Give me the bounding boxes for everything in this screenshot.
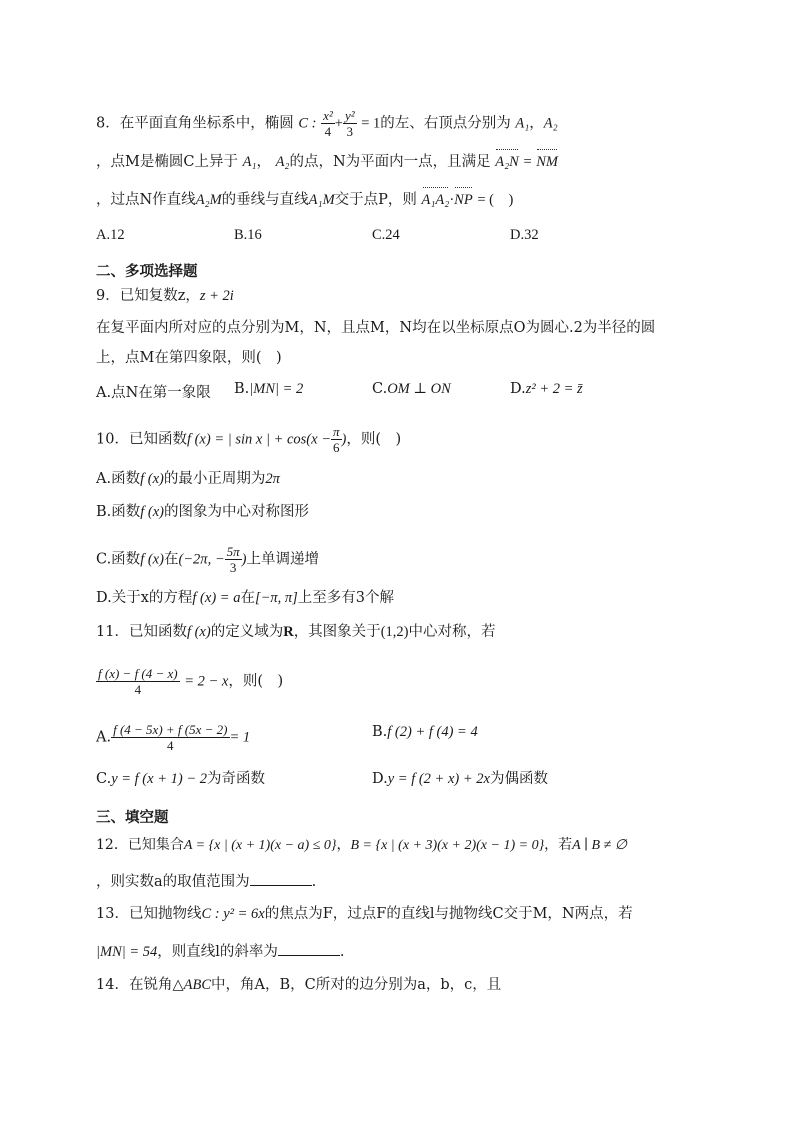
- q10-line-1: 10．已知函数f (x) = | sin x | + cos(x − $\frac{\pi}{6}$ )，则( ): [96, 424, 402, 455]
- q8-number: 8．: [96, 115, 120, 132]
- q11-condition-frac: $\frac{f (x) - f (4 - x)}{4}$: [98, 666, 178, 697]
- q11-option-b[interactable]: B.f (2) + f (4) = 4: [372, 724, 478, 740]
- q9-line-1: 9．已知复数z，z + 2i: [96, 288, 234, 304]
- vector-NM: NM: [536, 154, 559, 170]
- q11-option-a[interactable]: A. $\frac{f (4 - 5x) + f (5x - 2)}{4}$ = 1: [96, 722, 251, 753]
- q10-option-d[interactable]: D.关于x的方程f (x) = a在[−π, π]上至多有3个解: [96, 590, 395, 606]
- vector-A2N: A₂N: [495, 154, 519, 170]
- vector-NP: NP: [454, 192, 473, 208]
- q10-option-a[interactable]: A.函数f (x)的最小正周期为2π: [96, 471, 280, 487]
- q14-line-1: 14．在锐角△ABC中，角A，B，C所对的边分别为a，b，c，且: [96, 977, 502, 993]
- q9-line-2: 在复平面内所对应的点分别为M，N，且点M，N均在以坐标原点O为圆心.2为半径的圆: [96, 320, 656, 336]
- q8-option-d[interactable]: D.32: [510, 227, 539, 243]
- q10-option-c[interactable]: C.函数f (x)在(−2π, − $\frac{5\pi}{3}$ )上单调递增: [96, 544, 319, 575]
- ellipse-frac-y: $\frac{\text{y²}}{3}$: [344, 108, 355, 139]
- q11-line-2: $\frac{f (x) - f (4 - x)}{4}$ = 2 − x，则( ): [98, 666, 284, 697]
- q11-option-c[interactable]: C.y = f (x + 1) − 2为奇函数: [96, 771, 265, 787]
- q11-option-d[interactable]: D.y = f (2 + x) + 2x为偶函数: [372, 771, 548, 787]
- ellipse-frac-x: $\frac{\text{x²}}{4}$: [323, 108, 333, 139]
- section-heading-multiple-choice: 二、多项选择题: [96, 264, 198, 280]
- q8-line-3: ，过点N作直线A₂M的垂线与直线A₁M交于点P，则 A₁A₂·NP = ( ): [96, 192, 514, 208]
- q13-line-2: |MN| = 54，则直线l的斜率为 .: [96, 941, 706, 962]
- q8-option-c[interactable]: C.24: [372, 227, 400, 243]
- section-heading-fill-in: 三、填空题: [96, 810, 169, 826]
- q12-answer-blank[interactable]: [250, 871, 312, 886]
- q10-pi-over-6: $\frac{\pi}{6}$: [332, 424, 340, 455]
- q9-option-c[interactable]: C.OM ⊥ ON: [372, 381, 451, 397]
- vector-A1A2: A₁A₂: [421, 192, 450, 208]
- q9-option-d[interactable]: D.z² + 2 = z̄: [510, 381, 583, 397]
- q9-option-b[interactable]: B.|MN| = 2: [234, 381, 304, 397]
- q9-line-3: 上，点M在第四象限，则( ): [96, 350, 282, 366]
- ellipse-name: C :: [298, 115, 317, 132]
- q8-option-b[interactable]: B.16: [234, 227, 262, 243]
- q8-option-a[interactable]: A.12: [96, 227, 125, 243]
- q8-line-2: ，点M是椭圆C上异于 A₁， A₂的点，N为平面内一点，且满足 A₂N = NM: [96, 154, 559, 170]
- q12-line-2: ，则实数a的取值范围为 .: [96, 871, 706, 892]
- q8-line-1: 8．在平面直角坐标系中，椭圆 C : $\frac{\text{x²}}{4}$ + $\frac{\text{y²}}{3}$ = 1的左、右顶点分别为 A₁，A₂: [96, 108, 558, 139]
- q10-option-b[interactable]: B.函数f (x)的图象为中心对称图形: [96, 504, 310, 520]
- q8-text-1: 在平面直角坐标系中，椭圆: [119, 115, 294, 132]
- q9-option-a[interactable]: A.点N在第一象限: [96, 385, 211, 401]
- q13-line-1: 13．已知抛物线C : y² = 6x的焦点为F，过点F的直线l与抛物线C交于M，N两点，若: [96, 906, 633, 922]
- q11-line-1: 11．已知函数f (x)的定义域为R，其图象关于(1,2)中心对称，若: [96, 624, 496, 640]
- q10-5pi-over-3: $\frac{5\pi}{3}$: [226, 544, 240, 575]
- q13-answer-blank[interactable]: [278, 941, 340, 956]
- q12-line-1: 12．已知集合A = {x | (x + 1)(x − a) ≤ 0}，B = {x | (x + 3)(x + 2)(x − 1) = 0}，若A ∣ B ≠ ∅: [96, 837, 627, 853]
